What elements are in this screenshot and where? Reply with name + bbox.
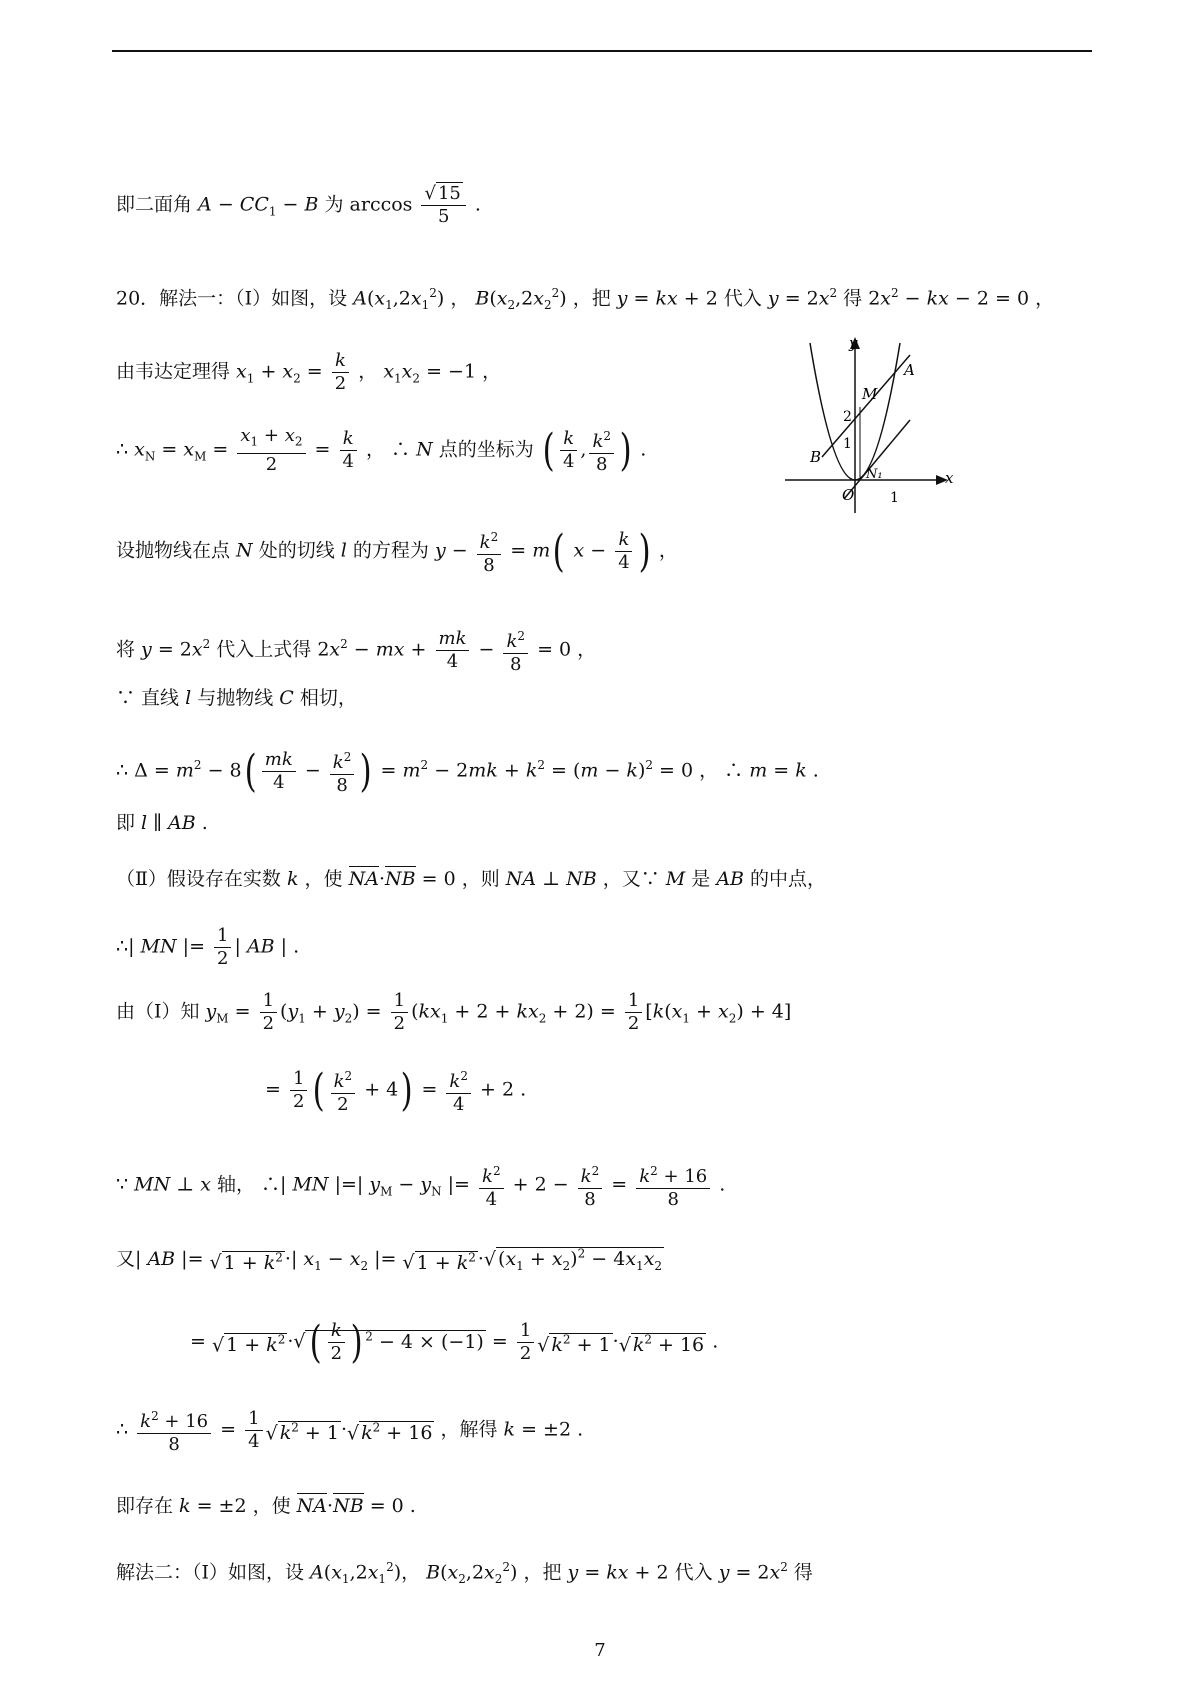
label-one-x: 1 <box>890 490 899 506</box>
label-m: M <box>862 385 878 403</box>
text-line-2: 20．解法一：（Ⅰ）如图，设 $A(x_1,2x_1^2)$ ， $B(x_2,2x_2^2)$ ，把 y = kx + 2 代入 $y = 2x^2$ 得 $2x^2$ − kx − 2 = 0 ， <box>116 286 1055 313</box>
label-y: y <box>849 335 858 352</box>
text-line-3: 由韦达定理得 $x_1 + x_2$ = $\frac{k}{2}$ ， $x_1x_2 = -1$ ， <box>116 350 502 394</box>
text-line-13: = $\frac{1}{2}$ ( $\frac{k^2}{2}$ + 4) = $\frac{k^2}{4}$ + 2 . <box>265 1064 527 1116</box>
label-one-y: 1 <box>843 436 852 452</box>
label-a: A <box>904 361 915 379</box>
page-number: 7 <box>594 1640 606 1661</box>
text-line-4: ∴ $x_N = x_M$ = $\frac{x_1 + x_2}{2}$ = $\frac{k}{4}$ ， ∴ N 点的坐标为 ( $\frac{k}{4}$ , $\frac{k^2}{8}$ ) . <box>116 424 647 476</box>
text-line-19: 解法二：（Ⅰ）如图，设 $A(x_1,2x_1^2)$， $B(x_2,2x_2^2)$ ，把 y = kx + 2 代入 $y = 2x^2$ 得 <box>116 1560 813 1587</box>
text-line-17: ∴ $\frac{k^2 + 16}{8}$ = $\frac{1}{4}$ √ $k^2 + 1$ ·√ $k^2 + 16$ ，解得 k = ±2 . <box>116 1405 583 1456</box>
text-line-18: 即存在 k = ±2 ，使 NA·NB = 0 . <box>116 1495 416 1517</box>
label-o: O <box>842 486 855 504</box>
text-line-7: ∵ 直线 l 与抛物线 C 相切， <box>116 687 357 709</box>
header-rule <box>112 50 1092 52</box>
text-line-16: = √ $1 + k^2$ ·√ ( $\frac{k}{2}$ ) $^2$ − 4 × (−1) = $\frac{1}{2}$ √ $k^2 + 1$ ·√ $k^2 + 16$ . <box>190 1316 719 1368</box>
text-line-11: ∴| MN |= $\frac{1}{2}$ | AB | . <box>116 925 300 969</box>
text-line-10: （Ⅱ）假设存在实数 k ，使 NA·NB = 0 ，则 NA ⊥ NB ，又∵ M 是 AB 的中点， <box>116 868 827 890</box>
text-line-5: 设抛物线在点 N 处的切线 l 的方程为 y − $\frac{k^2}{8}$ = m( x − $\frac{k}{4}$ ) ， <box>116 525 678 577</box>
text-line-1: 即二面角 $A - CC_1 - B$ 为 arccos $\frac{√ 15}{5}$ . <box>116 183 481 227</box>
text-line-9: 即 l ∥ AB . <box>116 812 208 834</box>
text-line-6: 将 $y = 2x^2$ 代入上式得 $2x^2$ − mx + $\frac{mk}{4}$ − $\frac{k^2}{8}$ = 0 ， <box>116 625 596 676</box>
text-line-8: ∴ $\Delta = m^2 - 8$( $\frac{mk}{4}$ − $\frac{k^2}{8}$ ) = $m^2 - 2mk + k^2 = (m - k)^2 = 0$ ， ∴ m = k . <box>116 745 819 797</box>
label-x: x <box>945 469 954 487</box>
text-line-15: 又| AB |= √ $1 + k^2$ ·| $x_1 - x_2$ |= √ $1 + k^2$ ·√ $(x_1 + x_2)^2 - 4x_1x_2$ <box>116 1247 663 1274</box>
parabola-figure <box>780 335 960 515</box>
text-line-14: ∵ MN ⊥ x 轴， ∴| MN |=| $y_M - y_N$ |= $\frac{k^2}{4}$ + 2 − $\frac{k^2}{8}$ = $\frac{k^2 + 16}{8}$ . <box>116 1160 725 1211</box>
text-line-12: 由（Ⅰ）知 $y_M$ = $\frac{1}{2}$ $(y_1 + y_2)$ = $\frac{1}{2}$ $(kx_1 + 2 + kx_2 + 2)$ = $\frac{1}{2}$ $[k(x_1 + x_2) + 4]$ <box>116 990 792 1034</box>
label-b: B <box>810 448 822 466</box>
label-n: N₁ <box>866 467 883 482</box>
chord-ab <box>822 355 910 457</box>
label-two: 2 <box>843 409 852 425</box>
